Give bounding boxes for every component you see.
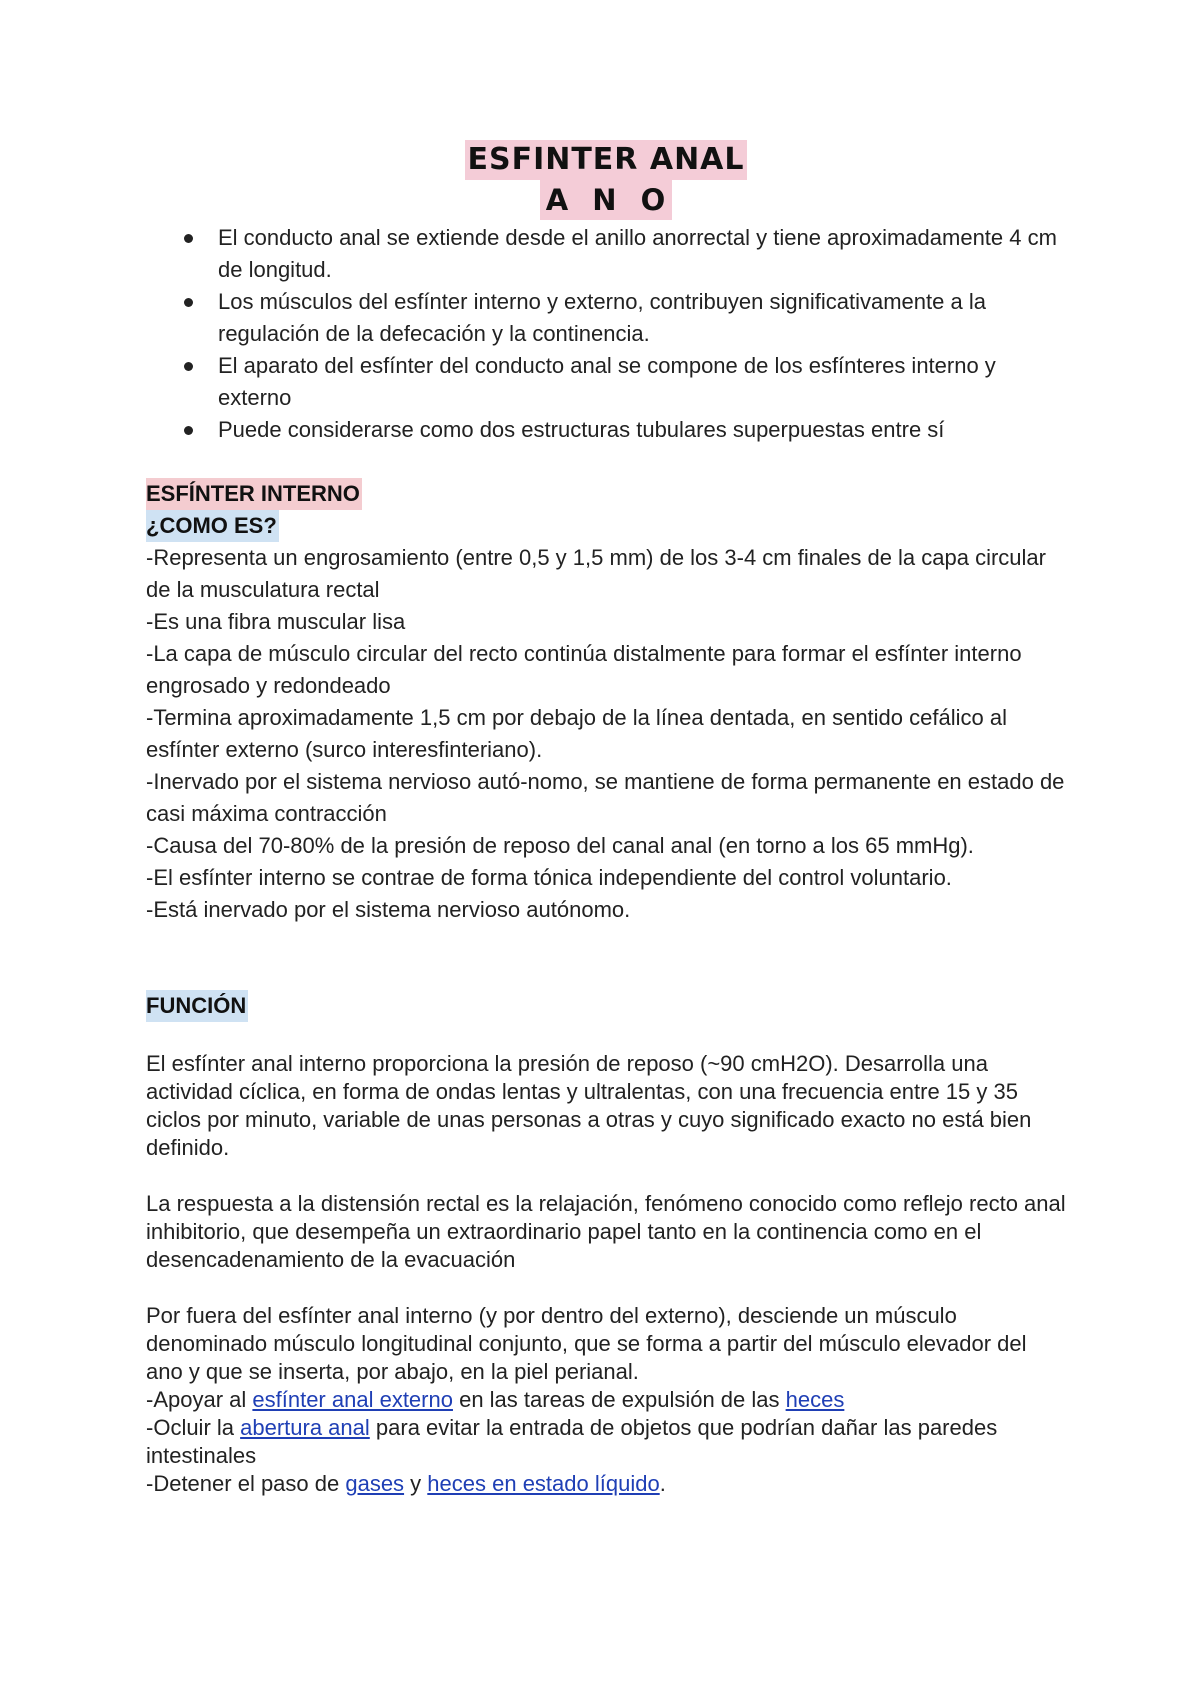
text-line: -Causa del 70-80% de la presión de reposo del canal anal (en torno a los 65 mmHg).	[146, 833, 974, 858]
bullet-dot-icon	[184, 234, 193, 243]
bullet-item: El conducto anal se extiende desde el anillo anorrectal y tiene aproximadamente 4 cm de longitud.	[218, 222, 1066, 286]
link-heces[interactable]: heces	[785, 1387, 845, 1412]
bullet-item: Los músculos del esfínter interno y externo, contribuyen significativamente a la regulación de la defecación y la continencia.	[218, 286, 1066, 350]
title-block	[146, 140, 1066, 220]
bullet-dot-icon	[184, 362, 193, 371]
section-heading-funcion: FUNCIÓN	[146, 990, 248, 1022]
link-heces-estado-liquido[interactable]: heces en estado líquido	[427, 1471, 660, 1496]
document-title: ESFINTER ANAL	[465, 140, 746, 180]
section-heading-interno: ESFÍNTER INTERNO	[146, 478, 362, 510]
link-esfinter-anal-externo[interactable]: esfínter anal externo	[252, 1387, 453, 1412]
section-esfinter-interno	[146, 478, 1066, 926]
bullet-dot-icon	[184, 298, 193, 307]
text-line: -Está inervado por el sistema nervioso autónomo.	[146, 897, 631, 922]
text-line: -La capa de músculo circular del recto continúa distalmente para formar el esfínter interno engrosado y redondeado	[146, 641, 1022, 698]
paragraph: La respuesta a la distensión rectal es la relajación, fenómeno conocido como reflejo recto anal inhibitorio, que desempeña un extraordinario papel tanto en la continencia como en el desencadenamiento de la evacuación	[146, 1191, 1066, 1272]
link-abertura-anal[interactable]: abertura anal	[240, 1415, 370, 1440]
text-line: -Termina aproximadamente 1,5 cm por debajo de la línea dentada, en sentido cefálico al esfínter externo (surco interesfinteriano).	[146, 705, 1007, 762]
paragraph: Por fuera del esfínter anal interno (y por dentro del externo), desciende un músculo denominado músculo longitudinal conjunto, que se forma a partir del músculo elevador del ano y que se inserta, por abajo, en la piel perianal.	[146, 1303, 1027, 1384]
function-item: -Ocluir la abertura anal para evitar la entrada de objetos que podrían dañar las paredes intestinales	[146, 1415, 998, 1468]
intro-bullet-list	[146, 222, 1066, 446]
bullet-item: Puede considerarse como dos estructuras tubulares superpuestas entre sí	[218, 414, 1066, 446]
link-gases[interactable]: gases	[345, 1471, 405, 1496]
function-item: -Detener el paso de gases y heces en estado líquido.	[146, 1471, 666, 1496]
section-subheading-como-es: ¿COMO ES?	[146, 510, 279, 542]
text-line: -Es una fibra muscular lisa	[146, 609, 406, 634]
paragraph: El esfínter anal interno proporciona la presión de reposo (~90 cmH2O). Desarrolla una actividad cíclica, en forma de ondas lentas y ultralentas, con una frecuencia entre 15 y 35 ciclos por minuto, variable de unas personas a otras y cuyo significado exacto no está bien definido.	[146, 1051, 1032, 1160]
function-item: -Apoyar al esfínter anal externo en las tareas de expulsión de las heces	[146, 1387, 845, 1412]
bullet-dot-icon	[184, 426, 193, 435]
text-line: -El esfínter interno se contrae de forma tónica independiente del control voluntario.	[146, 865, 952, 890]
document-page	[146, 140, 1066, 1498]
text-line: -Inervado por el sistema nervioso autó-nomo, se mantiene de forma permanente en estado de casi máxima contracción	[146, 769, 1065, 826]
document-subtitle: A N O	[540, 180, 673, 220]
bullet-item: El aparato del esfínter del conducto anal se compone de los esfínteres interno y externo	[218, 350, 1066, 414]
section-funcion	[146, 990, 1066, 1498]
text-line: -Representa un engrosamiento (entre 0,5 y 1,5 mm) de los 3-4 cm finales de la capa circular de la musculatura rectal	[146, 545, 1046, 602]
